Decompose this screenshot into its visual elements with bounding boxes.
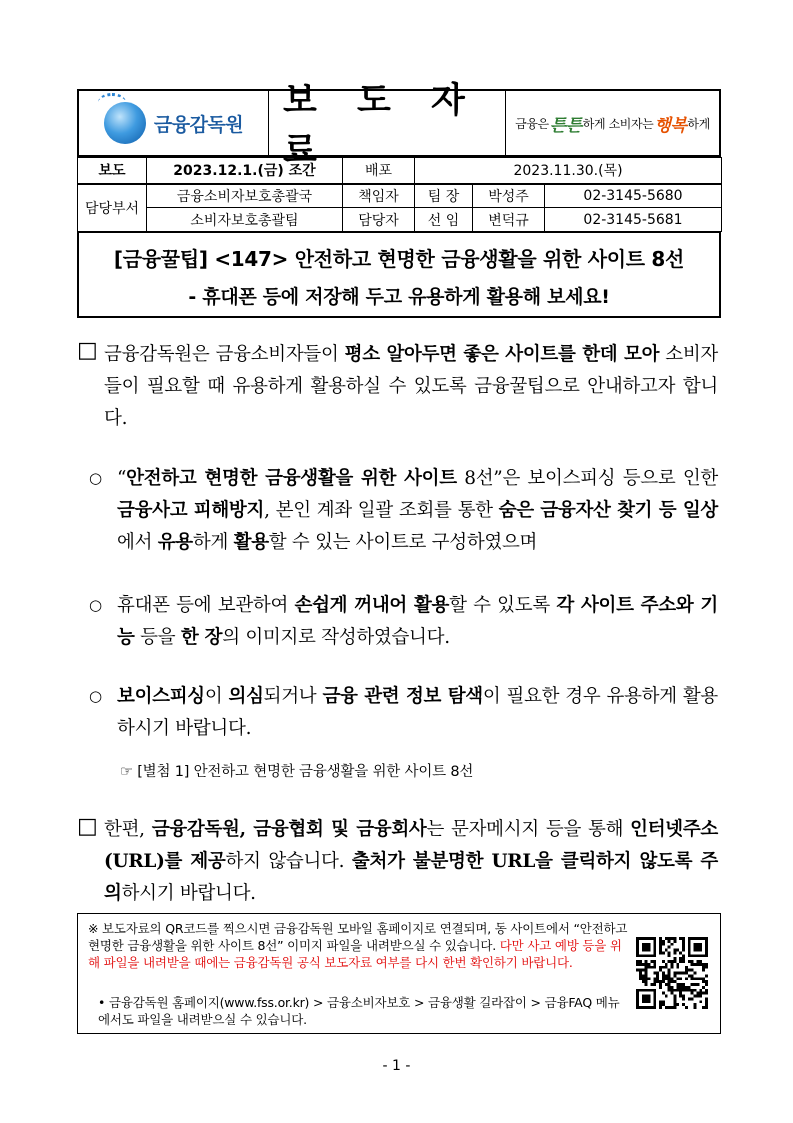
dept-1: 금융소비자보호총괄국	[147, 184, 343, 208]
resp-name: 박성주	[473, 184, 545, 208]
text-run: “	[117, 468, 127, 489]
text-run: 의 이미지로 작성하였습니다.	[222, 627, 450, 648]
note-warning: 다만 사고 예방 등을 위해 파일을 내려받을 때에는 금융감독원 공식 보도자료 여부를 다시 한번 확인하기 바랍니다.	[88, 938, 622, 970]
text-run-bold: 보이스피싱	[117, 686, 205, 707]
text-run-bold: 평소 알아두면 좋은 사이트를 한데 모아	[344, 344, 660, 365]
text-run-bold: 금융감독원, 금융협회 및 금융회사	[151, 819, 427, 840]
paragraph-warning	[104, 814, 718, 910]
headline: [금융꿀팁] <147> 안전하고 현명한 금융생활을 위한 사이트 8선	[113, 247, 685, 271]
attachment-reference: ☞ [별첨 1] 안전하고 현명한 금융생활을 위한 사이트 8선	[120, 764, 474, 780]
slogan-mid: 하게 소비자는	[582, 116, 654, 131]
report-value: 2023.12.1.(금) 조간	[147, 158, 343, 184]
headline-box	[77, 231, 721, 318]
text-run-bold: 출처가 불분명한 URL을 클릭하지 않도록 주의	[104, 851, 718, 904]
paragraph-intro	[104, 339, 718, 435]
square-bullet-icon: □	[77, 814, 98, 839]
text-run-bold: 각 사이트 주소와 기능	[117, 595, 718, 648]
staff-phone: 02-3145-5681	[545, 208, 722, 232]
text-run: 에서	[117, 532, 158, 553]
text-run: ”은 보이스피싱 등으로 인한	[493, 468, 718, 489]
slogan	[506, 91, 719, 155]
text-run: 이 필요한 경우 유용하게 활용하시기 바랍니다.	[117, 686, 718, 739]
paragraph-storage	[117, 590, 718, 654]
report-label: 보도	[78, 158, 147, 184]
text-run: 등을	[134, 627, 181, 648]
staff-name: 변덕규	[473, 208, 545, 232]
resp-phone: 02-3145-5680	[545, 184, 722, 208]
dept-label: 담당부서	[78, 184, 147, 232]
text-run-bold: 의심	[228, 686, 264, 707]
text-run: 되거나	[263, 686, 323, 707]
text-run: 하시기 바랍니다.	[121, 883, 256, 904]
text-run-bold: 유용	[157, 532, 193, 553]
text-run: 는 문자메시지 등을 통해	[426, 819, 631, 840]
text-run: 이	[204, 686, 229, 707]
text-run: 금융감독원은 금융소비자들이	[104, 344, 345, 365]
text-run: 소비자들이 필요할 때 유용하게 활용하실 수 있도록 금융꿀팁으로 안내하고자 합니다.	[104, 344, 718, 429]
contact-row-2	[78, 208, 722, 232]
resp-label: 책임자	[343, 184, 415, 208]
dist-value: 2023.11.30.(목)	[415, 158, 722, 184]
document-title: 보 도 자 료	[269, 91, 506, 155]
dept-2: 소비자보호총괄팀	[147, 208, 343, 232]
note-text: ※ 보도자료의 QR코드를 찍으시면 금융감독원 모바일 홈페이지로 연결되며, 동 사이트에서 “안전하고 현명한 금융생활을 위한 사이트 8선” 이미지 파일을 내려받으실 수 있습니다.	[88, 921, 628, 953]
dist-label: 배포	[343, 158, 415, 184]
text-run: 할 수 있는 사이트로 구성하였으며	[268, 532, 538, 553]
text-run-bold: 활용	[233, 532, 269, 553]
slogan-pre: 금융은	[515, 116, 549, 131]
contact-row-1	[78, 184, 722, 208]
text-run-bold: 한 장	[180, 627, 223, 648]
note-bullet: • 금융감독원 홈페이지(www.fss.or.kr) > 금융소비자보호 > 금융생활 길라잡이 > 금융FAQ 메뉴에서도 파일을 내려받으실 수 있습니다.	[98, 995, 620, 1027]
qr-note	[88, 920, 628, 971]
resp-role: 팀 장	[415, 184, 473, 208]
text-run: , 본인 계좌 일괄 조회를 통한	[264, 500, 499, 521]
press-release-header	[77, 81, 721, 171]
text-run: 할 수 있도록	[449, 595, 557, 616]
subheadline: - 휴대폰 등에 저장해 두고 유용하게 활용해 보세요!	[188, 286, 610, 308]
paragraph-usage	[117, 681, 718, 745]
text-run: 하게	[192, 532, 234, 553]
circle-bullet-icon: ○	[89, 596, 103, 614]
text-run-bold: 손쉽게 꺼내어 활용	[294, 595, 450, 616]
text-run-bold: 안전하고 현명한 금융생활을 위한 사이트	[126, 468, 457, 489]
qr-note-box	[77, 913, 721, 1034]
text-run: 8선	[456, 468, 494, 489]
paragraph-sites	[117, 463, 718, 559]
qr-code-icon[interactable]	[636, 937, 708, 1009]
circle-bullet-icon: ○	[89, 687, 103, 705]
text-run: 휴대폰 등에 보관하여	[117, 595, 295, 616]
globe-logo-icon	[104, 102, 146, 144]
logo-text: 금융감독원	[153, 113, 244, 136]
square-bullet-icon: □	[77, 338, 98, 363]
release-info-table	[77, 157, 722, 232]
circle-bullet-icon: ○	[89, 469, 103, 487]
slogan-word-a: 튼튼	[549, 115, 582, 136]
text-run-bold: 숨은 금융자산 찾기 등 일상	[498, 500, 718, 521]
text-run-bold: 인터넷주소(URL)를 제공	[104, 819, 718, 872]
staff-role: 선 임	[415, 208, 473, 232]
text-run-bold: 금융사고 피해방지	[117, 500, 265, 521]
page-number: - 1 -	[382, 1058, 411, 1074]
text-run: 하지 않습니다.	[225, 851, 352, 872]
fss-logo	[79, 91, 269, 155]
text-run-bold: 금융 관련 정보 탐색	[322, 686, 483, 707]
slogan-word-b: 행복	[654, 115, 687, 136]
slogan-post: 하게	[687, 116, 710, 131]
release-row	[78, 158, 722, 184]
staff-label: 담당자	[343, 208, 415, 232]
text-run: 한편,	[104, 819, 152, 840]
